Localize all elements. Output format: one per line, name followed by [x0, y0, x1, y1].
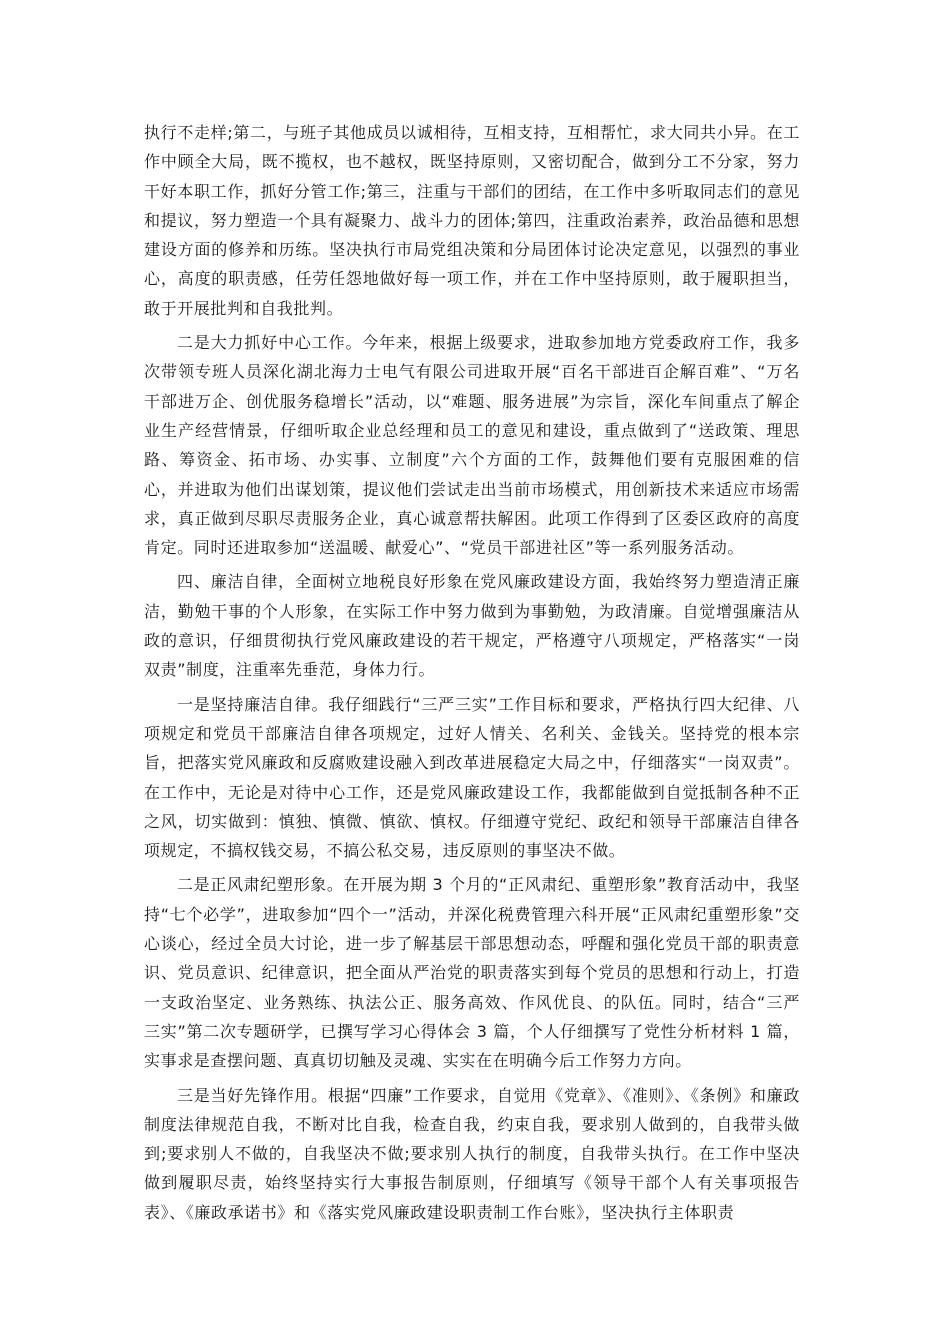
paragraph-6: 三是当好先锋作用。根据“四廉”工作要求，自觉用《党章》、《准则》、《条例》和廉政制度法律规范自我，不断对比自我，检查自我，约束自我，要求别人做到的，自我带头做到;要求别人不做的，自我坚决不做;要求别人执行的制度，自我带头执行。在工作中坚决做到履职尽责，始终坚持实行大事报告制原则，仔细填写《领导干部个人有关事项报告表》、《廉政承诺书》和《落实党风廉政建设职责制工作台账》，坚决执行主体职责 [144, 1085, 800, 1222]
paragraph-1: 执行不走样;第二，与班子其他成员以诚相待，互相支持，互相帮忙，求大同共小异。在工作中顾全大局，既不揽权，也不越权，既坚持原则，又密切配合，做到分工不分家，努力干好本职工作，抓好分管工作;第三，注重与干部们的团结，在工作中多听取同志们的意见和提议，努力塑造一个具有凝聚力、战斗力的团体;第四，注重政治素养，政治品德和思想建设方面的修养和历练。坚决执行市局党组决策和分局团体讨论决定意见，以强烈的事业心，高度的职责感，任劳任怨地做好每一项工作，并在工作中坚持原则，敢于履职担当，敢于开展批判和自我批判。 [144, 123, 800, 318]
document-page [144, 118, 800, 1232]
paragraph-2: 二是大力抓好中心工作。今年来，根据上级要求，进取参加地方党委政府工作，我多次带领专班人员深化湖北海力士电气有限公司进取开展“百名干部进百企解百难”、“万名干部进万企、创优服务稳增长”活动，以“难题、服务进展”为宗旨，深化车间重点了解企业生产经营情景，仔细听取企业总经理和员工的意见和建设，重点做到了“送政策、理思路、筹资金、拓市场、办实事、立制度”六个方面的工作，鼓舞他们要有克服困难的信心，并进取为他们出谋划策，提议他们尝试走出当前市场模式，用创新技术来适应市场需求，真正做到尽职尽责服务企业，真心诚意帮扶解困。此项工作得到了区委区政府的高度肯定。同时还进取参加“送温暖、献爱心”、“党员干部进社区”等一系列服务活动。 [144, 333, 800, 558]
paragraph-3: 四、廉洁自律，全面树立地税良好形象在党风廉政建设方面，我始终努力塑造清正廉洁，勤勉干事的个人形象，在实际工作中努力做到为事勤勉，为政清廉。自觉增强廉洁从政的意识，仔细贯彻执行党风廉政建设的若干规定，严格遵守八项规定，严格落实“一岗双责”制度，注重率先垂范，身体力行。 [144, 572, 800, 680]
paragraph-5: 二是正风肃纪塑形象。在开展为期 3 个月的“正风肃纪、重塑形象”教育活动中，我坚持“七个必学”，进取参加“四个一”活动，并深化税费管理六科开展“正风肃纪重塑形象”交心谈心，经过全员大讨论，进一步了解基层干部思想动态，呼醒和强化党员干部的职责意识、党员意识、纪律意识，把全面从严治党的职责落实到每个党员的思想和行动上，打造一支政治坚定、业务熟练、执法公正、服务高效、作风优良、的队伍。同时，结合“三严三实”第二次专题研学，已撰写学习心得体会 3 篇，个人仔细撰写了党性分析材料 1 篇，实事求是查摆问题、真真切切触及灵魂、实实在在明确今后工作努力方向。 [144, 875, 800, 1071]
paragraph-4: 一是坚持廉洁自律。我仔细践行“三严三实”工作目标和要求，严格执行四大纪律、八项规定和党员干部廉洁自律各项规定，过好人情关、名利关、金钱关。坚持党的根本宗旨，把落实党风廉政和反腐败建设融入到改革进展稳定大局之中，仔细落实“一岗双责”。在工作中，无论是对待中心工作，还是党风廉政建设工作，我都能做到自觉抵制各种不正之风，切实做到：慎独、慎微、慎欲、慎权。仔细遵守党纪、政纪和领导干部廉洁自律各项规定，不搞权钱交易，不搞公私交易，违反原则的事坚决不做。 [144, 694, 800, 861]
